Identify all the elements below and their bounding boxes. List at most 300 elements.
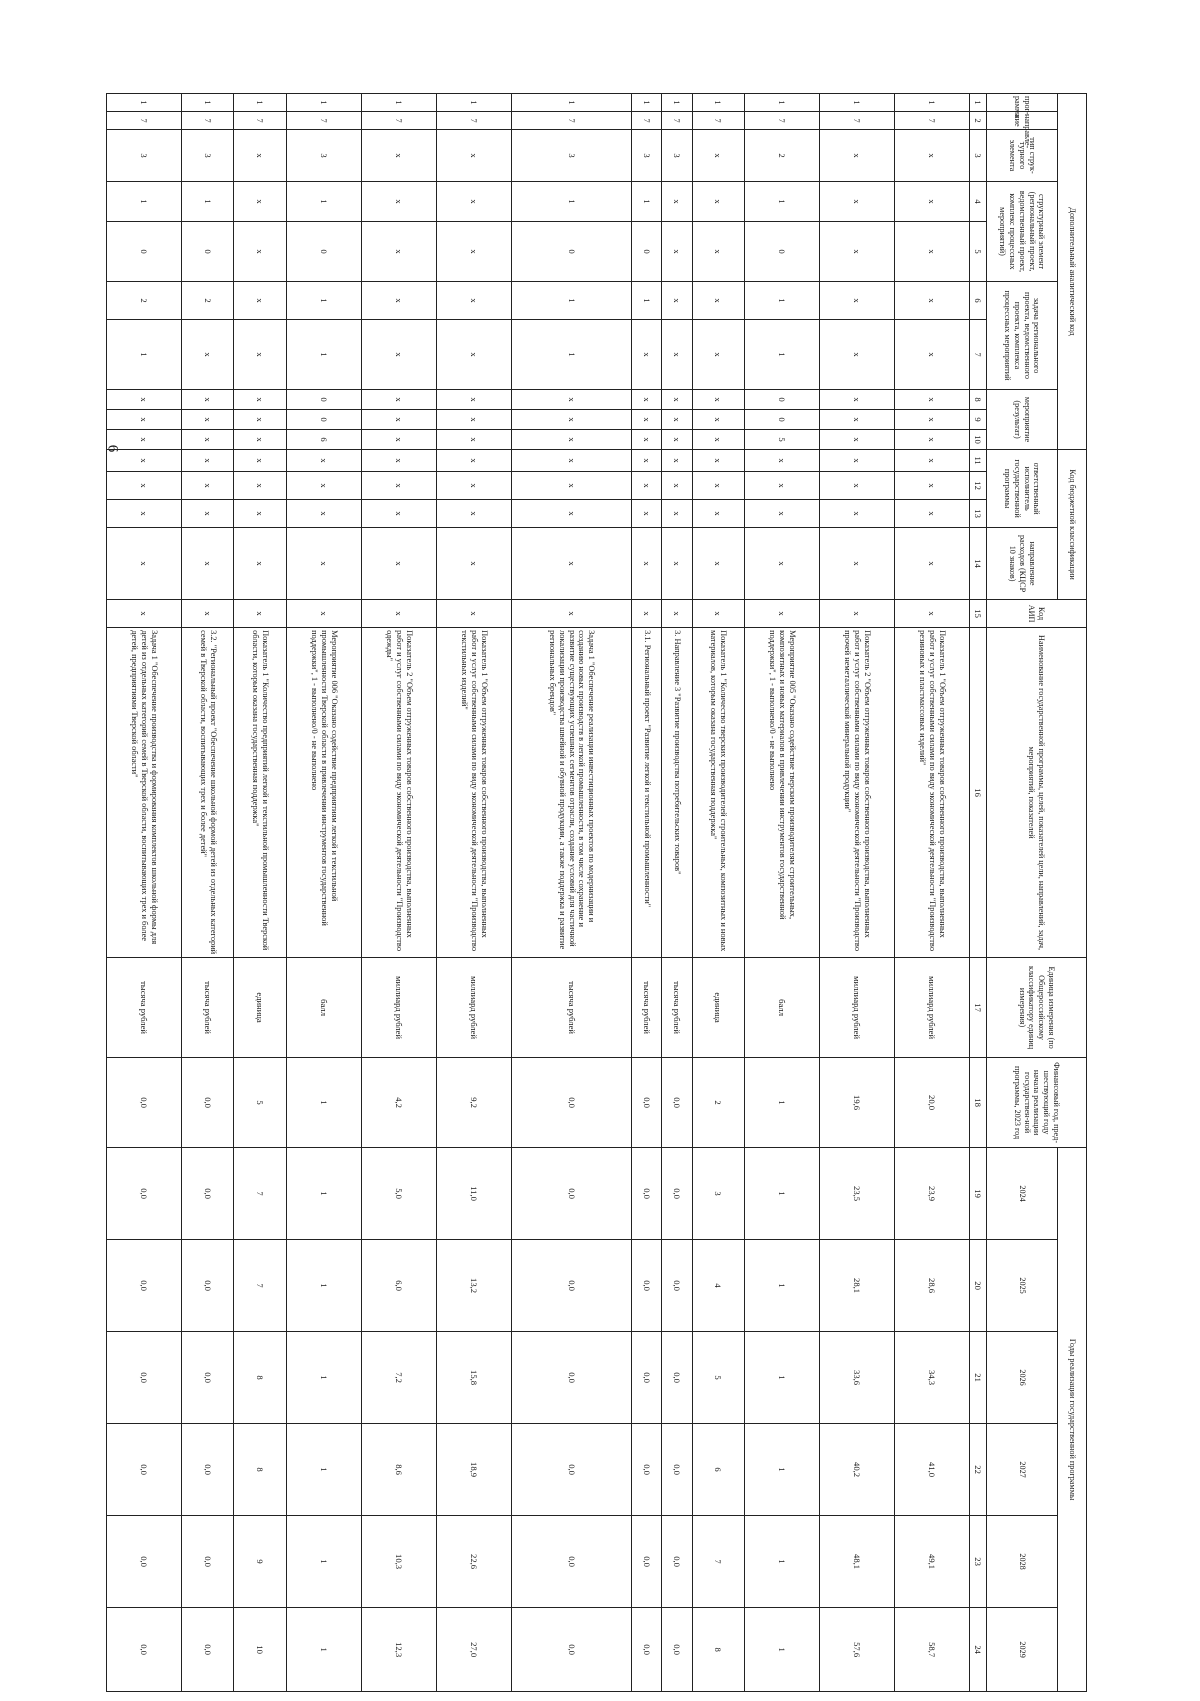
column-number: 9 xyxy=(970,410,987,430)
code-cell: x xyxy=(107,472,182,500)
column-number: 15 xyxy=(970,600,987,628)
code-cell: x xyxy=(361,450,436,472)
code-cell: x xyxy=(361,320,436,390)
code-cell: 6 xyxy=(286,430,361,450)
value-cell: 1 xyxy=(744,1332,819,1424)
code-cell: x xyxy=(819,182,894,222)
code-cell: x xyxy=(361,600,436,628)
code-cell: x xyxy=(234,130,286,182)
code-cell: x xyxy=(361,500,436,528)
value-cell: 58,7 xyxy=(894,1608,969,1692)
item-name-cell: Показатель 1 "Количество тверских производителей строительных, композитных и новых материалов, которым оказана государственная поддержка" xyxy=(692,628,744,958)
code-cell: x xyxy=(234,390,286,410)
code-cell: 0 xyxy=(182,222,234,282)
code-cell: x xyxy=(692,130,744,182)
year-2027-header: 2027 xyxy=(987,1424,1058,1516)
table-row xyxy=(692,94,744,1692)
code-cell: x xyxy=(662,222,692,282)
code-cell: x xyxy=(662,282,692,320)
code-cell: 1 xyxy=(286,282,361,320)
code-cell: x xyxy=(819,450,894,472)
value-cell: 8 xyxy=(692,1608,744,1692)
struct-element-header: структурный элемент (региональный проект, ведомственный проект, комплекс процессных мероприятий) xyxy=(987,182,1058,282)
value-cell: 7 xyxy=(234,1148,286,1240)
code-cell: x xyxy=(436,182,511,222)
value-cell: 6,0 xyxy=(361,1240,436,1332)
code-cell: x xyxy=(819,528,894,600)
struct-type-header: тип струк-турного элемента xyxy=(987,130,1058,182)
column-number: 7 xyxy=(970,320,987,390)
unit-cell: тысяча рублей xyxy=(182,958,234,1058)
year-2029-header: 2029 xyxy=(987,1608,1058,1692)
code-cell: 1 xyxy=(511,94,631,112)
code-cell: 7 xyxy=(511,112,631,130)
value-cell: 0,0 xyxy=(511,1332,631,1424)
value-cell: 5,0 xyxy=(361,1148,436,1240)
analytic-code-header: Дополнительный аналитический код xyxy=(1058,94,1087,450)
value-cell: 0,0 xyxy=(107,1608,182,1692)
column-number: 20 xyxy=(970,1240,987,1332)
value-cell: 0,0 xyxy=(662,1332,692,1424)
column-numbers-row xyxy=(970,94,987,1692)
code-cell: 3 xyxy=(182,130,234,182)
code-cell: x xyxy=(662,528,692,600)
value-cell: 33,6 xyxy=(819,1332,894,1424)
code-cell: 0 xyxy=(286,222,361,282)
code-cell: x xyxy=(819,410,894,430)
code-cell: x xyxy=(361,472,436,500)
value-cell: 0,0 xyxy=(632,1148,662,1240)
expense-header: направление расходов (КЦСР 10 знаков) xyxy=(987,528,1058,600)
code-cell: x xyxy=(692,600,744,628)
value-cell: 23,9 xyxy=(894,1148,969,1240)
value-cell: 1 xyxy=(286,1516,361,1608)
column-number: 14 xyxy=(970,528,987,600)
code-cell: x xyxy=(361,222,436,282)
code-cell: 0 xyxy=(107,222,182,282)
unit-cell: единица xyxy=(234,958,286,1058)
code-cell: x xyxy=(894,450,969,472)
code-cell: 1 xyxy=(744,94,819,112)
code-cell: x xyxy=(511,472,631,500)
column-number: 17 xyxy=(970,958,987,1058)
column-number: 3 xyxy=(970,130,987,182)
code-cell: x xyxy=(107,500,182,528)
item-name-cell: Показатель 1 "Объем отгруженных товаров собственного производства, выполненных работ и услуг собственными силами по виду экономической деятельности "Производство резиновых и пластмассовых изделий" xyxy=(894,628,969,958)
code-cell: 1 xyxy=(819,94,894,112)
code-cell: x xyxy=(361,410,436,430)
year-2028-header: 2028 xyxy=(987,1516,1058,1608)
column-number: 21 xyxy=(970,1332,987,1424)
value-cell: 0,0 xyxy=(107,1332,182,1424)
code-cell: x xyxy=(107,528,182,600)
value-cell: 12,3 xyxy=(361,1608,436,1692)
unit-cell: балл xyxy=(286,958,361,1058)
code-cell: 2 xyxy=(182,282,234,320)
code-cell: 1 xyxy=(286,182,361,222)
code-cell: 1 xyxy=(511,320,631,390)
code-cell: x xyxy=(819,282,894,320)
code-cell: x xyxy=(819,600,894,628)
code-cell: 0 xyxy=(744,222,819,282)
value-cell: 28,1 xyxy=(819,1240,894,1332)
code-cell: x xyxy=(894,390,969,410)
code-cell: x xyxy=(894,600,969,628)
value-cell: 34,3 xyxy=(894,1332,969,1424)
code-cell: 7 xyxy=(182,112,234,130)
code-cell: x xyxy=(692,222,744,282)
code-cell: x xyxy=(182,320,234,390)
value-cell: 0,0 xyxy=(511,1240,631,1332)
table-row xyxy=(182,94,234,1692)
code-cell: 1 xyxy=(632,94,662,112)
code-cell: x xyxy=(511,528,631,600)
table-row xyxy=(361,94,436,1692)
value-cell: 49,1 xyxy=(894,1516,969,1608)
unit-cell: балл xyxy=(744,958,819,1058)
column-number: 8 xyxy=(970,390,987,410)
code-cell: x xyxy=(894,500,969,528)
code-cell: 0 xyxy=(286,410,361,430)
code-cell: x xyxy=(692,500,744,528)
code-cell: x xyxy=(286,500,361,528)
unit-cell: миллиард рублей xyxy=(819,958,894,1058)
code-cell: x xyxy=(361,282,436,320)
value-cell: 41,0 xyxy=(894,1424,969,1516)
code-cell: x xyxy=(894,430,969,450)
code-cell: x xyxy=(361,390,436,410)
code-cell: x xyxy=(511,450,631,472)
name-header: Наименование государственной программы, целей, показателей цели, направлений, задач, мероприятий, показателей xyxy=(987,628,1087,958)
code-cell: x xyxy=(662,390,692,410)
code-cell: x xyxy=(819,390,894,410)
value-cell: 0,0 xyxy=(632,1424,662,1516)
column-number: 16 xyxy=(970,628,987,958)
code-cell: x xyxy=(894,320,969,390)
value-cell: 0,0 xyxy=(632,1058,662,1148)
code-cell: 0 xyxy=(632,222,662,282)
value-cell: 0,0 xyxy=(107,1424,182,1516)
code-cell: 1 xyxy=(107,94,182,112)
value-cell: 1 xyxy=(286,1240,361,1332)
code-cell: x xyxy=(182,430,234,450)
code-cell: x xyxy=(182,472,234,500)
code-cell: 7 xyxy=(436,112,511,130)
value-cell: 0,0 xyxy=(511,1058,631,1148)
code-cell: x xyxy=(744,472,819,500)
item-name-cell: Показатель 1 "Количество предприятий легкой и текстильной промышленности Тверской области, которым оказана государственная поддержка" xyxy=(234,628,286,958)
code-cell: x xyxy=(662,410,692,430)
column-number: 11 xyxy=(970,450,987,472)
code-cell: 2 xyxy=(744,130,819,182)
code-cell: x xyxy=(632,410,662,430)
value-cell: 28,6 xyxy=(894,1240,969,1332)
code-cell: x xyxy=(182,600,234,628)
table-row xyxy=(107,94,182,1692)
code-cell: x xyxy=(632,500,662,528)
value-cell: 48,1 xyxy=(819,1516,894,1608)
code-cell: x xyxy=(234,472,286,500)
item-name-cell: Показатель 2 "Объем отгруженных товаров собственного производства, выполненных работ и услуг собственными силами по виду экономической деятельности "Производство одежды" xyxy=(361,628,436,958)
code-cell: x xyxy=(234,320,286,390)
code-cell: x xyxy=(107,390,182,410)
value-cell: 0,0 xyxy=(662,1424,692,1516)
code-cell: 1 xyxy=(511,182,631,222)
code-cell: 0 xyxy=(744,410,819,430)
code-cell: x xyxy=(819,320,894,390)
table-row xyxy=(894,94,969,1692)
code-cell: x xyxy=(361,430,436,450)
code-cell: 1 xyxy=(286,94,361,112)
value-cell: 8 xyxy=(234,1424,286,1516)
code-cell: x xyxy=(234,282,286,320)
direction-header: направле-ние xyxy=(987,112,1058,130)
value-cell: 0,0 xyxy=(107,1516,182,1608)
value-cell: 10,3 xyxy=(361,1516,436,1608)
code-cell: x xyxy=(662,500,692,528)
value-cell: 20,0 xyxy=(894,1058,969,1148)
item-name-cell: Показатель 1 "Объем отгруженных товаров собственного производства, выполненных работ и услуг собственными силами по виду экономической деятельности "Производство текстильных изделий" xyxy=(436,628,511,958)
code-cell: x xyxy=(692,390,744,410)
value-cell: 0,0 xyxy=(662,1608,692,1692)
code-cell: 3 xyxy=(511,130,631,182)
code-cell: 3 xyxy=(107,130,182,182)
code-cell: 7 xyxy=(632,112,662,130)
value-cell: 0,0 xyxy=(632,1608,662,1692)
code-cell: x xyxy=(234,450,286,472)
value-cell: 0,0 xyxy=(632,1240,662,1332)
code-cell: x xyxy=(234,600,286,628)
code-cell: x xyxy=(632,430,662,450)
item-name-cell: 3.1. Региональный проект "Развитие легкой и текстильной промышленности" xyxy=(632,628,662,958)
code-cell: 1 xyxy=(632,182,662,222)
unit-cell: тысяча рублей xyxy=(107,958,182,1058)
value-cell: 0,0 xyxy=(662,1148,692,1240)
code-cell: x xyxy=(662,320,692,390)
value-cell: 5 xyxy=(234,1058,286,1148)
value-cell: 0,0 xyxy=(182,1148,234,1240)
code-cell: 1 xyxy=(662,94,692,112)
column-number: 19 xyxy=(970,1148,987,1240)
value-cell: 1 xyxy=(744,1516,819,1608)
code-cell: x xyxy=(894,222,969,282)
code-cell: x xyxy=(182,450,234,472)
code-cell: x xyxy=(692,450,744,472)
code-cell: x xyxy=(632,528,662,600)
column-number: 1 xyxy=(970,94,987,112)
code-cell: x xyxy=(692,430,744,450)
code-cell: x xyxy=(361,182,436,222)
column-number: 2 xyxy=(970,112,987,130)
code-cell: x xyxy=(436,282,511,320)
value-cell: 8,6 xyxy=(361,1424,436,1516)
value-cell: 1 xyxy=(744,1424,819,1516)
unit-cell: миллиард рублей xyxy=(361,958,436,1058)
code-cell: 1 xyxy=(894,94,969,112)
code-cell: x xyxy=(286,600,361,628)
code-cell: x xyxy=(894,182,969,222)
code-cell: x xyxy=(662,182,692,222)
year-2024-header: 2024 xyxy=(987,1148,1058,1240)
code-cell: x xyxy=(662,450,692,472)
code-cell: 0 xyxy=(744,390,819,410)
value-cell: 0,0 xyxy=(182,1424,234,1516)
value-cell: 0,0 xyxy=(662,1240,692,1332)
value-cell: 40,2 xyxy=(819,1424,894,1516)
code-cell: x xyxy=(234,222,286,282)
code-cell: 1 xyxy=(744,182,819,222)
code-cell: x xyxy=(286,528,361,600)
value-cell: 1 xyxy=(286,1608,361,1692)
table-row xyxy=(511,94,631,1692)
code-cell: x xyxy=(692,282,744,320)
code-cell: x xyxy=(894,130,969,182)
code-cell: x xyxy=(819,472,894,500)
column-number: 6 xyxy=(970,282,987,320)
code-cell: x xyxy=(894,410,969,430)
code-cell: x xyxy=(632,390,662,410)
column-number: 23 xyxy=(970,1516,987,1608)
code-cell: x xyxy=(436,472,511,500)
value-cell: 0,0 xyxy=(182,1332,234,1424)
value-cell: 3 xyxy=(692,1148,744,1240)
value-cell: 0,0 xyxy=(182,1608,234,1692)
value-cell: 10 xyxy=(234,1608,286,1692)
code-cell: x xyxy=(234,410,286,430)
code-cell: x xyxy=(182,390,234,410)
value-cell: 4,2 xyxy=(361,1058,436,1148)
code-cell: x xyxy=(436,410,511,430)
code-cell: 7 xyxy=(744,112,819,130)
item-name-cell: Задача 1 "Обеспечение реализации инвестиционных проектов по модернизации и созданию новых производств в легкой промышленности, в том числе сохранение и развитие существующих успешных сегментов отрасли, создание условий для частичной локализации производства швейной и обувной продукции, а также поддержка и развитие региональных брендов" xyxy=(511,628,631,958)
code-cell: x xyxy=(511,500,631,528)
value-cell: 1 xyxy=(744,1240,819,1332)
column-number: 4 xyxy=(970,182,987,222)
table-row xyxy=(744,94,819,1692)
item-name-cell: 3.2. "Региональный проект "Обеспечение школьной формой детей из отдельных категорий семей в Тверской области, воспитывающих трех и более детей" xyxy=(182,628,234,958)
value-cell: 1 xyxy=(286,1148,361,1240)
code-cell: x xyxy=(511,410,631,430)
code-cell: x xyxy=(234,528,286,600)
value-cell: 57,6 xyxy=(819,1608,894,1692)
code-cell: 2 xyxy=(107,282,182,320)
value-cell: 2 xyxy=(692,1058,744,1148)
code-cell: x xyxy=(361,130,436,182)
value-cell: 0,0 xyxy=(511,1148,631,1240)
fin-year-header: Финансовый год, пред-шествующий году начала реализации государствен-ной программы, 2023 год xyxy=(987,1058,1087,1148)
column-number: 13 xyxy=(970,500,987,528)
code-cell: 1 xyxy=(107,320,182,390)
value-cell: 5 xyxy=(692,1332,744,1424)
column-number: 18 xyxy=(970,1058,987,1148)
value-cell: 1 xyxy=(286,1424,361,1516)
value-cell: 0,0 xyxy=(662,1058,692,1148)
value-cell: 4 xyxy=(692,1240,744,1332)
value-cell: 1 xyxy=(744,1148,819,1240)
value-cell: 6 xyxy=(692,1424,744,1516)
code-cell: x xyxy=(182,500,234,528)
value-cell: 0,0 xyxy=(632,1332,662,1424)
table-row xyxy=(234,94,286,1692)
value-cell: 1 xyxy=(286,1058,361,1148)
code-cell: x xyxy=(819,130,894,182)
code-cell: x xyxy=(692,472,744,500)
value-cell: 13,2 xyxy=(436,1240,511,1332)
table-row xyxy=(436,94,511,1692)
code-cell: 1 xyxy=(744,320,819,390)
program-header: прог-рамма xyxy=(987,94,1058,112)
code-cell: x xyxy=(692,410,744,430)
code-cell: x xyxy=(819,222,894,282)
code-cell: x xyxy=(744,528,819,600)
code-cell: 1 xyxy=(182,182,234,222)
code-cell: 1 xyxy=(511,282,631,320)
code-cell: 0 xyxy=(511,222,631,282)
code-cell: 1 xyxy=(692,94,744,112)
value-cell: 0,0 xyxy=(511,1608,631,1692)
code-cell: x xyxy=(436,450,511,472)
table-row xyxy=(286,94,361,1692)
value-cell: 0,0 xyxy=(511,1516,631,1608)
code-cell: x xyxy=(436,528,511,600)
code-cell: x xyxy=(511,390,631,410)
value-cell: 0,0 xyxy=(182,1516,234,1608)
years-header: Годы реализации государственной программы xyxy=(1058,1148,1087,1692)
value-cell: 0,0 xyxy=(182,1058,234,1148)
value-cell: 27,0 xyxy=(436,1608,511,1692)
code-cell: 7 xyxy=(894,112,969,130)
value-cell: 9,2 xyxy=(436,1058,511,1148)
code-cell: 1 xyxy=(632,282,662,320)
page-number: 6 xyxy=(104,444,121,453)
item-name-cell: Мероприятие 006 "Оказано содействие предприятиям легкой и текстильной промышленности Тверской области в привлечении инструментов государственной поддержки", 1 - выполнено/0 - не выполнено xyxy=(286,628,361,958)
code-cell: 3 xyxy=(632,130,662,182)
unit-cell: миллиард рублей xyxy=(436,958,511,1058)
code-cell: 7 xyxy=(692,112,744,130)
code-cell: x xyxy=(107,410,182,430)
item-name-cell: Мероприятие 005 "Оказано содействие тверским производителям строительных, композитных и новых материалов в привлечении инструментов государственной поддержки", 1 - выполнено/0 - не выполнено xyxy=(744,628,819,958)
unit-cell: тысяча рублей xyxy=(511,958,631,1058)
code-cell: x xyxy=(511,430,631,450)
code-cell: x xyxy=(819,500,894,528)
column-number: 10 xyxy=(970,430,987,450)
code-cell: x xyxy=(436,320,511,390)
code-cell: 1 xyxy=(744,282,819,320)
item-name-cell: Показатель 2 "Объем отгруженных товаров собственного производства, выполненных работ и услуг собственными силами по виду экономической деятельности "Производство прочей неметаллической минеральной продукции" xyxy=(819,628,894,958)
aip-header: Код АИП xyxy=(987,600,1087,628)
year-2026-header: 2026 xyxy=(987,1332,1058,1424)
code-cell: 7 xyxy=(662,112,692,130)
unit-header: Единица измерения (по Общероссийскому классификатору единиц измерения) xyxy=(987,958,1087,1058)
budget-code-header: Код бюджетной классификации xyxy=(1058,450,1087,600)
code-cell: 1 xyxy=(361,94,436,112)
code-cell: x xyxy=(436,222,511,282)
code-cell: x xyxy=(436,430,511,450)
value-cell: 0,0 xyxy=(511,1424,631,1516)
value-cell: 23,5 xyxy=(819,1148,894,1240)
item-name-cell: 3. Направление 3 "Развитие производства потребительских товаров" xyxy=(662,628,692,958)
code-cell: x xyxy=(894,472,969,500)
value-cell: 22,6 xyxy=(436,1516,511,1608)
value-cell: 15,8 xyxy=(436,1332,511,1424)
executor-header: ответственный исполнитель государственной программы xyxy=(987,450,1058,528)
unit-cell: тысяча рублей xyxy=(662,958,692,1058)
item-name-cell: Задача 1 "Обеспечение производства и формирования комплектов школьной формы для детей из отдельных категорий семей в Тверской области, воспитывающих трех и более детей, предприятиями Тверской области" xyxy=(107,628,182,958)
value-cell: 7 xyxy=(692,1516,744,1608)
code-cell: 1 xyxy=(107,182,182,222)
code-cell: x xyxy=(436,500,511,528)
value-cell: 0,0 xyxy=(632,1516,662,1608)
